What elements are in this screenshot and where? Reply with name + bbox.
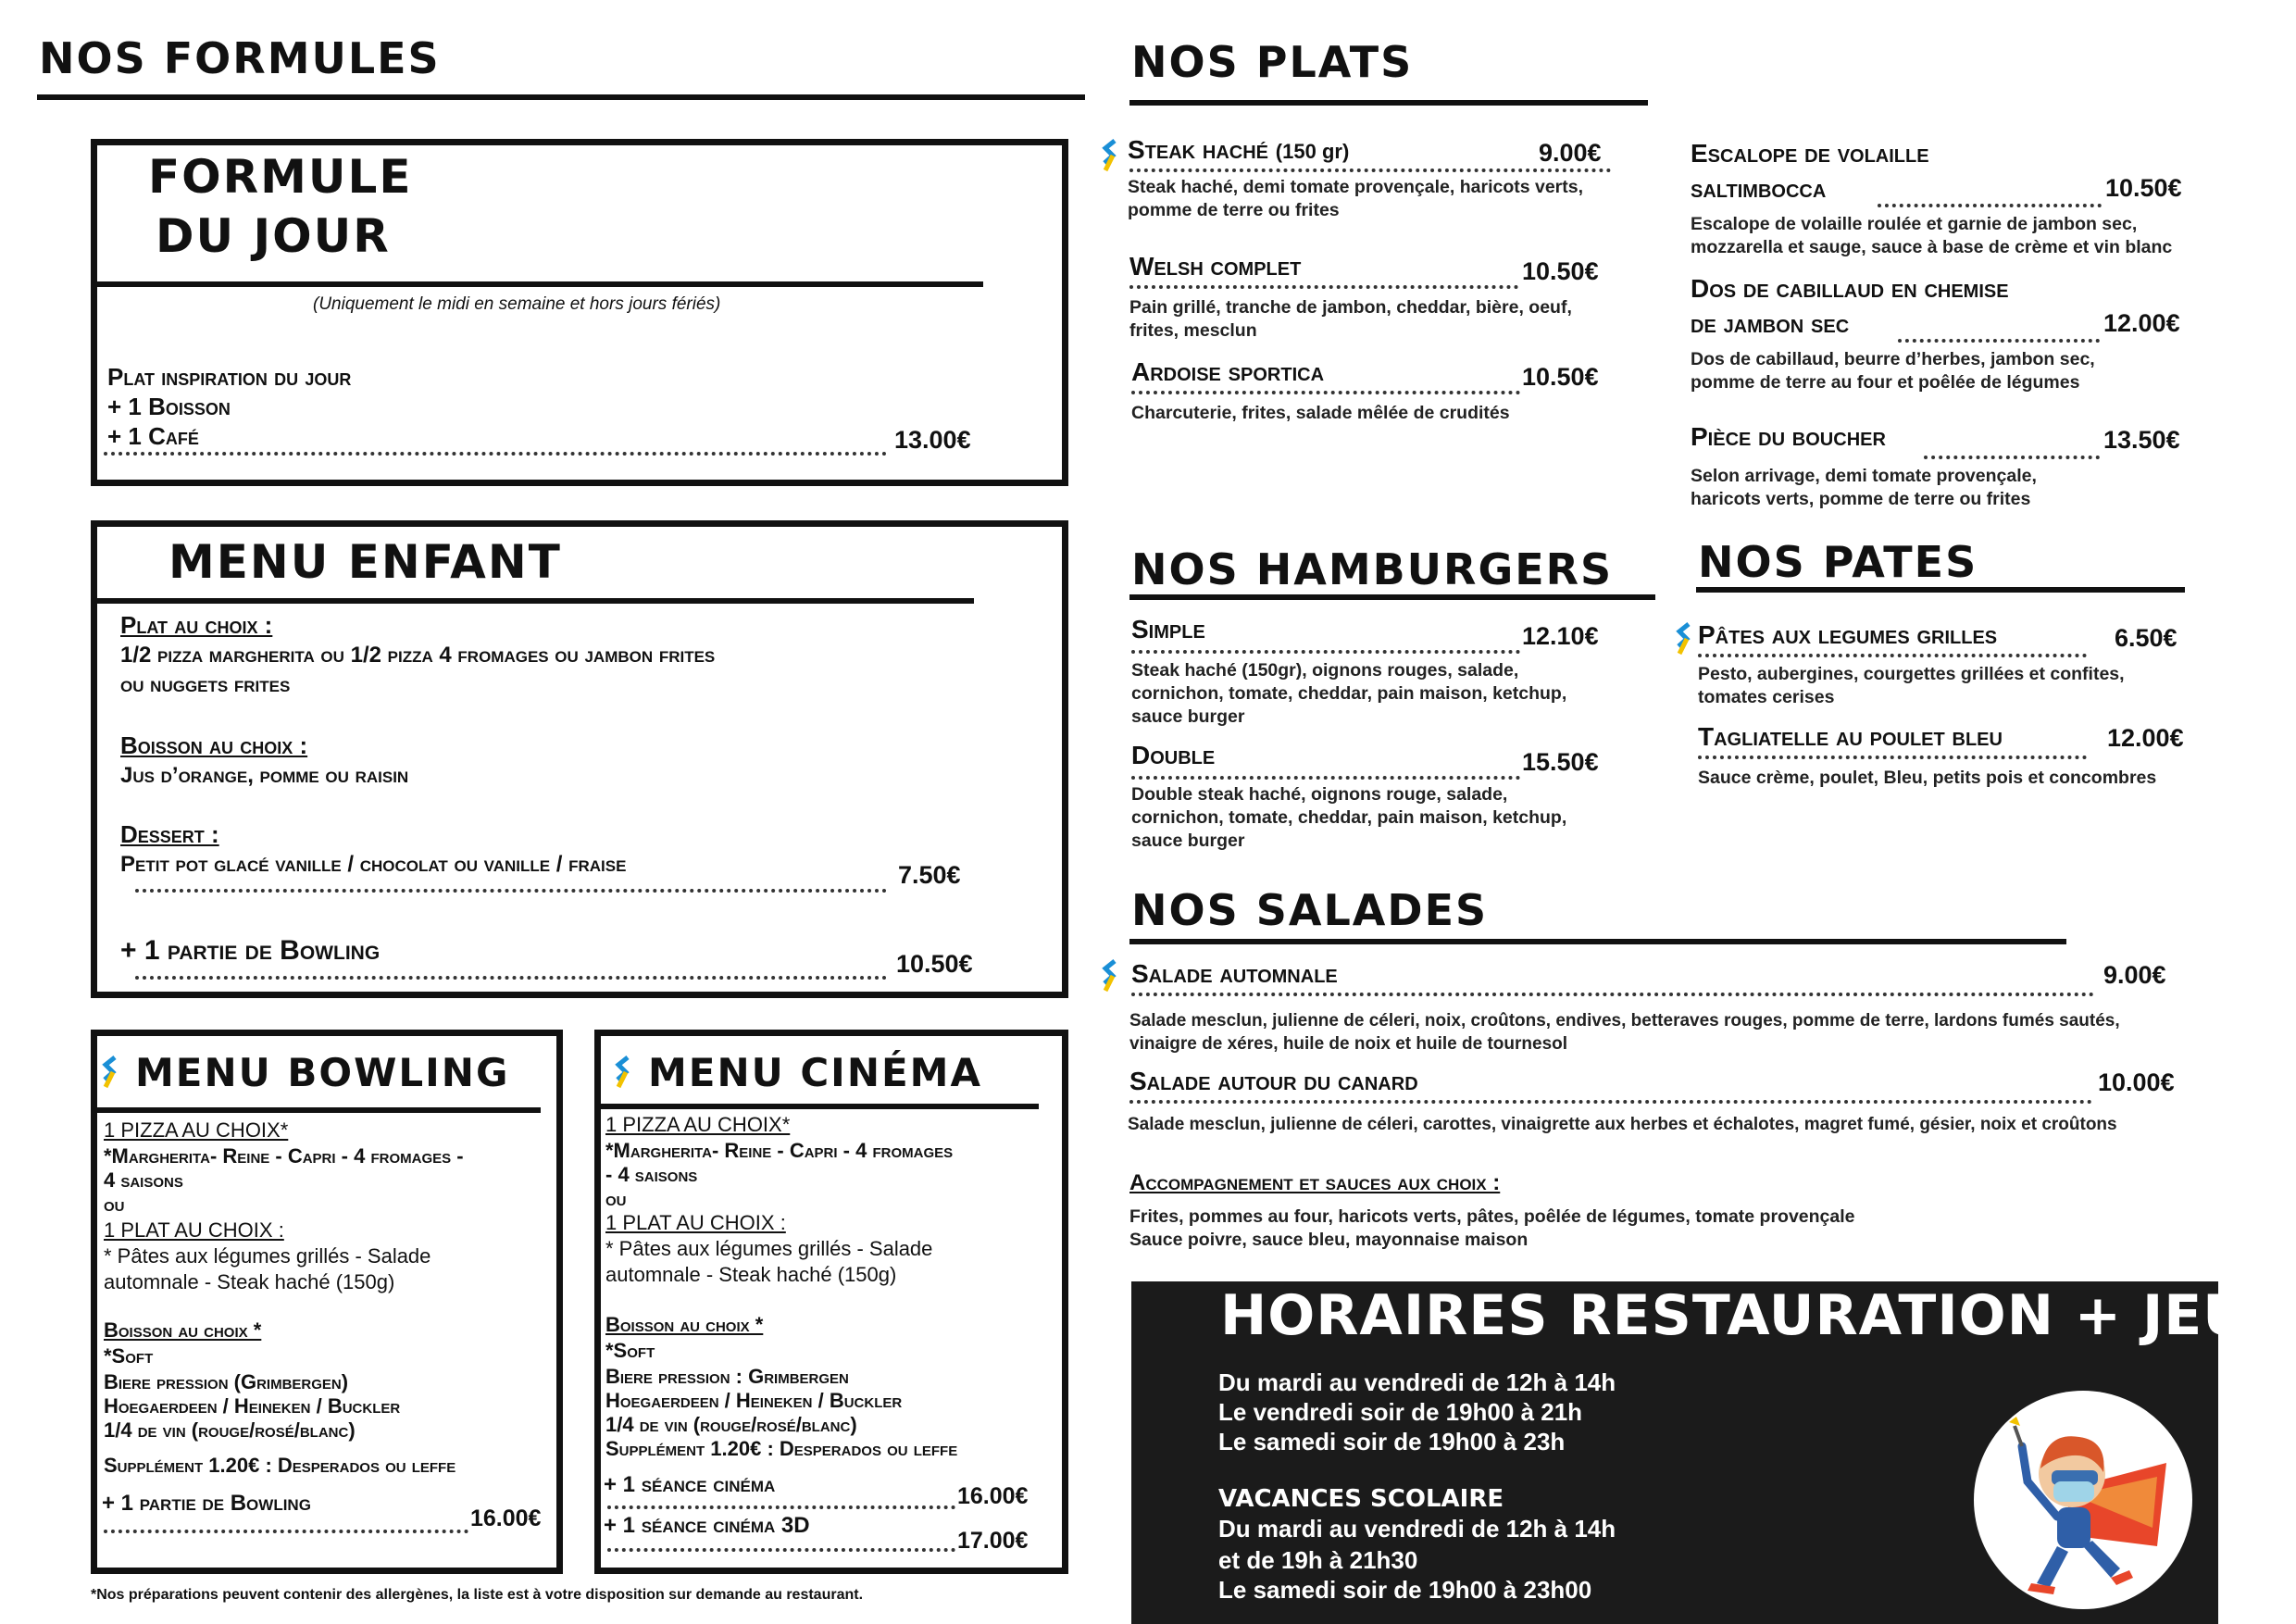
plat-dots xyxy=(1129,285,1518,289)
plat-name: Pièce du boucher xyxy=(1691,422,1886,451)
menu-cinema-rule xyxy=(600,1104,1039,1109)
plat-price: 10.50€ xyxy=(1522,257,1599,285)
plat-name-l2: saltimbocca xyxy=(1691,174,1827,203)
enfant-boisson-label: Boisson au choix : xyxy=(120,731,308,759)
plat-dots xyxy=(1898,339,2100,343)
plat-price: 10.50€ xyxy=(2105,174,2182,202)
vacances-title: VACANCES SCOLAIRE xyxy=(1218,1485,1504,1513)
plat-price: 12.00€ xyxy=(2103,309,2180,337)
pates-price: 6.50€ xyxy=(2115,624,2177,652)
enfant-dots-2 xyxy=(135,976,887,980)
plat-desc-l1: Charcuterie, frites, salade mêlée de crudités xyxy=(1131,403,1510,423)
plat-desc-l1: Dos de cabillaud, beurre d’herbes, jambon sec, xyxy=(1691,349,2095,369)
bowling-supp: Supplément 1.20€ : Desperados ou leffe xyxy=(104,1454,456,1477)
cinema-pizza-label: 1 PIZZA AU CHOIX* xyxy=(605,1113,791,1136)
burger-desc-l2: cornichon, tomate, cheddar, pain maison, ketchup, xyxy=(1131,683,1567,704)
accomp-l2: Sauce poivre, sauce bleu, mayonnaise maison xyxy=(1129,1230,1529,1250)
plat-price: 10.50€ xyxy=(1522,363,1599,391)
salade-name: Salade autour du canard xyxy=(1129,1067,1418,1095)
plat-dots xyxy=(1878,204,2102,207)
plat-name-l2: de jambon sec xyxy=(1691,309,1850,338)
superhero-mascot-icon xyxy=(1972,1389,2194,1611)
cinema-seance: + 1 séance cinéma xyxy=(604,1472,776,1497)
plats-rule xyxy=(1129,100,1648,106)
cinema-3d-price: 17.00€ xyxy=(957,1528,1029,1554)
bowling-plat-l2: automnale - Steak haché (150g) xyxy=(104,1270,395,1293)
horaires-l2: Le vendredi soir de 19h00 à 21h xyxy=(1218,1398,1583,1426)
burger-desc-l2: cornichon, tomate, cheddar, pain maison, ketchup, xyxy=(1131,807,1567,828)
salade-dots xyxy=(1129,1100,2092,1104)
formule-jour-line2: + 1 Boisson xyxy=(107,393,231,420)
menu-bowling-title: MENU BOWLING xyxy=(135,1050,510,1095)
sportica-logo-icon xyxy=(1102,959,1118,993)
pates-desc-l1: Pesto, aubergines, courgettes grillées et confites, xyxy=(1698,664,2125,684)
cinema-price: 16.00€ xyxy=(957,1483,1029,1509)
enfant-dessert: Petit pot glacé vanille / chocolat ou vanille / fraise xyxy=(120,852,627,877)
pates-desc-l1: Sauce crème, poulet, Bleu, petits pois et concombres xyxy=(1698,768,2157,788)
menu-bowling-rule xyxy=(96,1107,541,1113)
bowling-price: 16.00€ xyxy=(470,1505,542,1531)
plat-desc-l1: Steak haché, demi tomate provençale, haricots verts, xyxy=(1128,177,1584,197)
sportica-logo-icon xyxy=(1102,139,1118,172)
cinema-dots-2 xyxy=(607,1548,955,1552)
cinema-b4: 1/4 de vin (rouge/rosé/blanc) xyxy=(605,1413,857,1436)
salade-name: Salade automnale xyxy=(1131,959,1338,988)
cinema-boisson-label: Boisson au choix * xyxy=(605,1313,764,1336)
cinema-b1: *Soft xyxy=(605,1339,655,1362)
cinema-supp: Supplément 1.20€ : Desperados ou leffe xyxy=(605,1437,958,1460)
plat-desc-l2: mozzarella et sauge, sauce à base de crème et vin blanc xyxy=(1691,237,2173,257)
pates-name: Tagliatelle au poulet bleu xyxy=(1698,722,2003,751)
sportica-logo-icon xyxy=(615,1056,631,1089)
salades-title: NOS SALADES xyxy=(1131,885,1489,935)
burger-desc-l3: sauce burger xyxy=(1131,831,1245,851)
hamburgers-rule xyxy=(1129,594,1655,600)
cinema-ou: ou xyxy=(605,1187,627,1210)
plat-dots xyxy=(1129,169,1611,172)
enfant-plat-l2: ou nuggets frites xyxy=(120,672,291,697)
allergens-note: *Nos préparations peuvent contenir des allergènes, la liste est à votre disposition sur demande au restaurant. xyxy=(91,1587,864,1603)
salade-price: 9.00€ xyxy=(2103,961,2166,989)
enfant-bowling-price: 10.50€ xyxy=(896,950,973,978)
enfant-plat-label: Plat au choix : xyxy=(120,611,273,639)
cinema-pizza-l2: - 4 saisons xyxy=(605,1163,698,1186)
plat-name-l1: Dos de cabillaud en chemise xyxy=(1691,274,2009,303)
plat-desc-l2: frites, mesclun xyxy=(1129,320,1257,341)
pates-rule xyxy=(1696,587,2185,593)
pates-desc-l2: tomates cerises xyxy=(1698,687,1835,707)
burger-dots xyxy=(1131,650,1520,654)
formule-jour-note: (Uniquement le midi en semaine et hors jours fériés) xyxy=(313,294,721,314)
formule-jour-line3: + 1 Café xyxy=(107,422,199,450)
plat-name-text: Steak haché xyxy=(1128,135,1269,164)
vacances-l2: et de 19h à 21h30 xyxy=(1218,1546,1418,1574)
burger-dots xyxy=(1131,776,1520,780)
salade-desc-l2: vinaigre de xéres, huile de noix et huile de tournesol xyxy=(1129,1034,1568,1054)
burger-price: 15.50€ xyxy=(1522,748,1599,776)
accomp-title: Accompagnement et sauces aux choix : xyxy=(1129,1170,1501,1195)
horaires-l3: Le samedi soir de 19h00 à 23h xyxy=(1218,1428,1566,1455)
formules-rule xyxy=(37,94,1085,100)
bowling-pizza-l2: 4 saisons xyxy=(104,1168,183,1192)
cinema-seance-3d: + 1 séance cinéma 3D xyxy=(604,1513,810,1538)
bowling-plat-label: 1 PLAT AU CHOIX : xyxy=(104,1218,284,1242)
formule-jour-price: 13.00€ xyxy=(894,426,971,454)
cinema-pizza-l1: *Margherita- Reine - Capri - 4 fromages xyxy=(605,1139,954,1162)
cinema-plat-label: 1 PLAT AU CHOIX : xyxy=(605,1211,786,1234)
plat-dots xyxy=(1131,391,1520,394)
burger-desc-l1: Steak haché (150gr), oignons rouges, salade, xyxy=(1131,660,1519,681)
plat-price: 13.50€ xyxy=(2103,426,2180,454)
salade-desc-l1: Salade mesclun, julienne de céleri, carottes, vinaigrette aux herbes et échalotes, magret fumé, gésier, noix et croûtons xyxy=(1128,1115,2117,1134)
bowling-dots xyxy=(104,1530,468,1533)
plat-price: 9.00€ xyxy=(1539,139,1602,167)
plat-dots xyxy=(1924,456,2100,459)
formule-jour-dots xyxy=(104,452,887,456)
cinema-b3: Hoegaerdeen / Heineken / Buckler xyxy=(605,1389,903,1412)
enfant-price: 7.50€ xyxy=(898,861,961,889)
menu-enfant-title: MENU ENFANT xyxy=(168,535,562,589)
menu-enfant-rule xyxy=(96,598,974,604)
bowling-pizza-l1: *Margherita- Reine - Capri - 4 fromages - xyxy=(104,1144,464,1168)
plat-desc-l1: Selon arrivage, demi tomate provençale, xyxy=(1691,466,2037,486)
cinema-dots-1 xyxy=(607,1505,955,1509)
pates-dots xyxy=(1698,654,2087,657)
pates-price: 12.00€ xyxy=(2107,724,2184,752)
pates-title: NOS PATES xyxy=(1698,537,1978,587)
bowling-ou: ou xyxy=(104,1193,125,1216)
formule-jour-title-2: DU JOUR xyxy=(156,209,391,263)
vacances-l3: Le samedi soir de 19h00 à 23h00 xyxy=(1218,1576,1592,1604)
bowling-pizza-label: 1 PIZZA AU CHOIX* xyxy=(104,1118,289,1142)
plat-desc-l1: Escalope de volaille roulée et garnie de jambon sec, xyxy=(1691,214,2138,234)
plat-name-l1: Escalope de volaille xyxy=(1691,139,1929,168)
plat-desc-l2: pomme de terre ou frites xyxy=(1128,200,1340,220)
sportica-logo-icon xyxy=(102,1056,119,1089)
horaires-title: HORAIRES RESTAURATION + JEU xyxy=(1220,1283,2249,1348)
bowling-b2: Biere pression (Grimbergen) xyxy=(104,1370,349,1393)
burger-name: Simple xyxy=(1131,615,1205,643)
bowling-plat-l1: * Pâtes aux légumes grillés - Salade xyxy=(104,1244,431,1268)
burger-desc-l1: Double steak haché, oignons rouge, salade, xyxy=(1131,784,1508,805)
salade-price: 10.00€ xyxy=(2098,1068,2175,1096)
plat-desc-l1: Pain grillé, tranche de jambon, cheddar, bière, oeuf, xyxy=(1129,297,1572,318)
plat-name: Welsh complet xyxy=(1129,252,1302,281)
plat-extra: (150 gr) xyxy=(1275,140,1350,163)
formule-jour-line1: Plat inspiration du jour xyxy=(107,363,352,391)
enfant-plat-l1: 1/2 pizza margherita ou 1/2 pizza 4 fromages ou jambon frites xyxy=(120,643,716,668)
bowling-b3: Hoegaerdeen / Heineken / Buckler xyxy=(104,1394,401,1418)
plat-desc-l2: haricots verts, pomme de terre ou frites xyxy=(1691,489,2031,509)
formules-title: NOS FORMULES xyxy=(39,33,441,83)
formule-jour-rule xyxy=(96,281,983,287)
pates-name: Pâtes aux legumes grilles xyxy=(1698,620,1998,649)
enfant-dots-1 xyxy=(135,889,887,893)
enfant-bowling: + 1 partie de Bowling xyxy=(120,935,381,966)
bowling-partie: + 1 partie de Bowling xyxy=(102,1491,311,1516)
accomp-l1: Frites, pommes au four, haricots verts, pâtes, poêlée de légumes, tomate provençale xyxy=(1129,1206,1855,1227)
plat-name xyxy=(1128,135,1349,165)
bowling-boisson-label: Boisson au choix * xyxy=(104,1318,262,1342)
salades-rule xyxy=(1129,939,2066,944)
plats-title: NOS PLATS xyxy=(1131,37,1414,87)
sportica-logo-icon xyxy=(1676,622,1692,656)
horaires-l1: Du mardi au vendredi de 12h à 14h xyxy=(1218,1368,1616,1396)
enfant-boisson: Jus d’orange, pomme ou raisin xyxy=(120,763,409,788)
hamburgers-title: NOS HAMBURGERS xyxy=(1131,544,1614,594)
cinema-plat-l2: automnale - Steak haché (150g) xyxy=(605,1263,897,1286)
cinema-plat-l1: * Pâtes aux légumes grillés - Salade xyxy=(605,1237,933,1260)
burger-name: Double xyxy=(1131,741,1216,769)
plat-name: Ardoise sportica xyxy=(1131,357,1325,386)
enfant-dessert-label: Dessert : xyxy=(120,820,219,848)
pates-dots xyxy=(1698,756,2087,759)
burger-price: 12.10€ xyxy=(1522,622,1599,650)
bowling-b4: 1/4 de vin (rouge/rosé/blanc) xyxy=(104,1418,356,1442)
plat-desc-l2: pomme de terre au four et poêlée de légumes xyxy=(1691,372,2080,393)
burger-desc-l3: sauce burger xyxy=(1131,706,1245,727)
formule-jour-title-1: FORMULE xyxy=(148,150,413,204)
salade-dots xyxy=(1131,993,2094,996)
salade-desc-l1: Salade mesclun, julienne de céleri, noix, croûtons, endives, betteraves rouges, pomme de terre, lardons fumés sautés, xyxy=(1129,1011,2120,1031)
vacances-l1: Du mardi au vendredi de 12h à 14h xyxy=(1218,1515,1616,1543)
bowling-b1: *Soft xyxy=(104,1344,154,1368)
menu-cinema-title: MENU CINÉMA xyxy=(648,1050,982,1095)
cinema-b2: Biere pression : Grimbergen xyxy=(605,1365,849,1388)
